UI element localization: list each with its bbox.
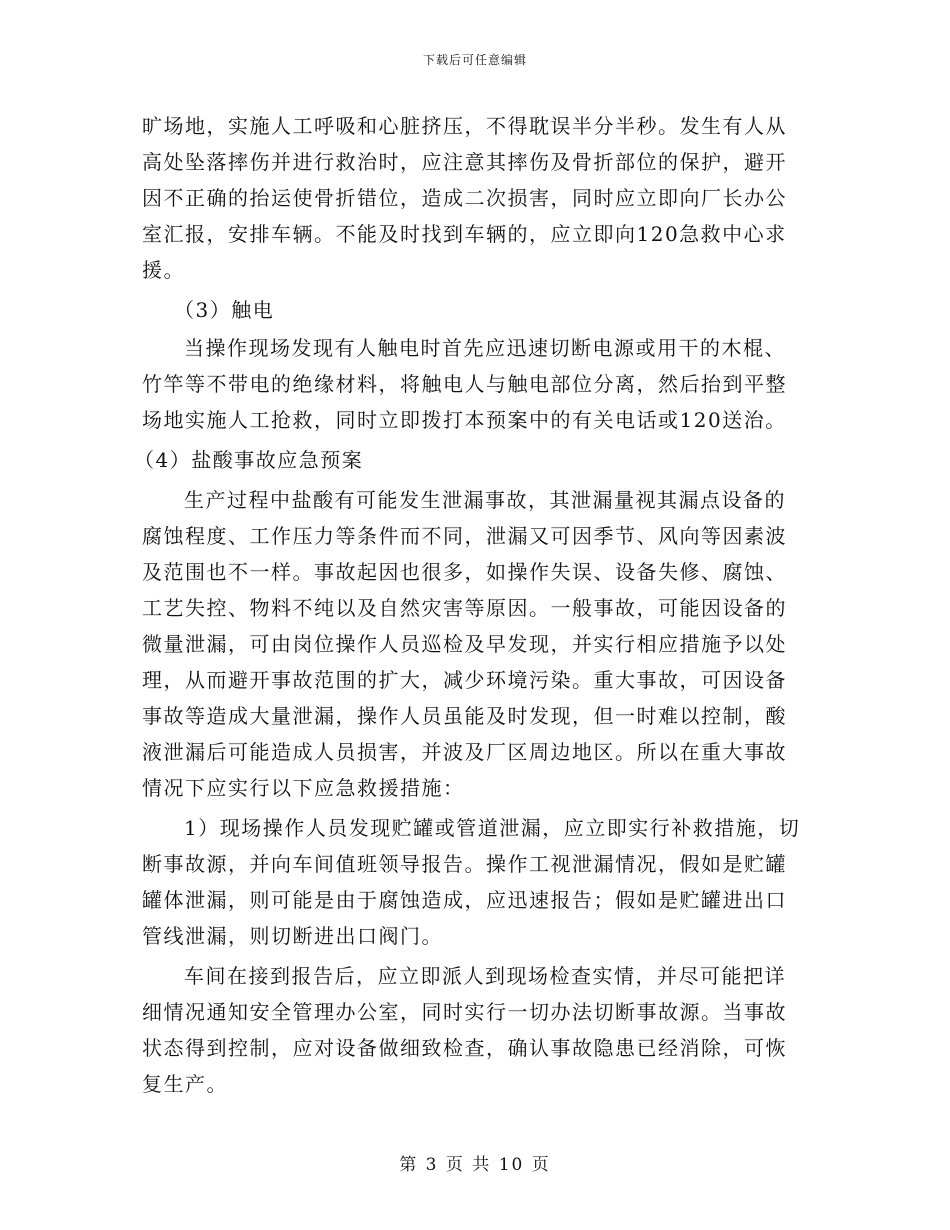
body-line: 复生产。 <box>142 1072 228 1096</box>
body-line: 状态得到控制，应对设备做细致检查，确认事故隐患已经消除，可恢 <box>142 1036 787 1060</box>
body-line: 因不正确的抬运使骨折错位，造成二次损害，同时应立即向厂长办公 <box>142 186 787 210</box>
body-line: 竹竿等不带电的绝缘材料，将触电人与触电部位分离，然后抬到平整 <box>142 372 787 396</box>
body-line: 室汇报，安排车辆。不能及时找到车辆的，应立即向120急救中心求 <box>142 222 787 246</box>
paragraph-first-line: 当操作现场发现有人触电时首先应迅速切断电源或用干的木棍、 <box>184 336 786 360</box>
paragraph-first-line: 车间在接到报告后，应立即派人到现场检查实情，并尽可能把详 <box>184 964 786 988</box>
body-line: 细情况通知安全管理办公室，同时实行一切办法切断事故源。当事故 <box>142 1000 787 1024</box>
section-heading-electric-shock: （3）触电 <box>174 298 275 322</box>
body-line: 理，从而避开事故范围的扩大，减少环境污染。重大事故，可因设备 <box>142 668 787 692</box>
body-line: 工艺失控、物料不纯以及自然灾害等原因。一般事故，可能因设备的 <box>142 596 787 620</box>
body-line: 援。 <box>142 258 185 282</box>
body-line: 罐体泄漏，则可能是由于腐蚀造成，应迅速报告；假如是贮罐进出口 <box>142 888 787 912</box>
body-line: 事故等造成大量泄漏，操作人员虽能及时发现，但一时难以控制，酸 <box>142 704 787 728</box>
body-line: 液泄漏后可能造成人员损害，并波及厂区周边地区。所以在重大事故 <box>142 740 787 764</box>
body-line: 断事故源，并向车间值班领导报告。操作工视泄漏情况，假如是贮罐 <box>142 852 787 876</box>
body-line: 腐蚀程度、工作压力等条件而不同，泄漏又可因季节、风向等因素波 <box>142 524 787 548</box>
page-header: 下载后可任意编辑 <box>422 53 527 67</box>
body-line: 场地实施人工抢救，同时立即拨打本预案中的有关电话或120送治。 <box>142 408 787 432</box>
body-line: 情况下应实行以下应急救援措施： <box>142 776 465 800</box>
body-line: 管线泄漏，则切断进出口阀门。 <box>142 924 443 948</box>
body-line: 及范围也不一样。事故起因也很多，如操作失误、设备失修、腐蚀、 <box>142 560 787 584</box>
body-line: 微量泄漏，可由岗位操作人员巡检及早发现，并实行相应措施予以处 <box>142 632 787 656</box>
numbered-item-first-line: 1）现场操作人员发现贮罐或管道泄漏，应立即实行补救措施，切 <box>184 816 801 840</box>
body-line: 高处坠落摔伤并进行救治时，应注意其摔伤及骨折部位的保护，避开 <box>142 150 787 174</box>
section-heading-hydrochloric-acid: （4）盐酸事故应急预案 <box>134 448 364 472</box>
body-line: 旷场地，实施人工呼吸和心脏挤压，不得耽误半分半秒。发生有人从 <box>142 114 787 138</box>
paragraph-first-line: 生产过程中盐酸有可能发生泄漏事故，其泄漏量视其漏点设备的 <box>184 488 786 512</box>
page-number-footer: 第 3 页 共 10 页 <box>399 1155 551 1175</box>
